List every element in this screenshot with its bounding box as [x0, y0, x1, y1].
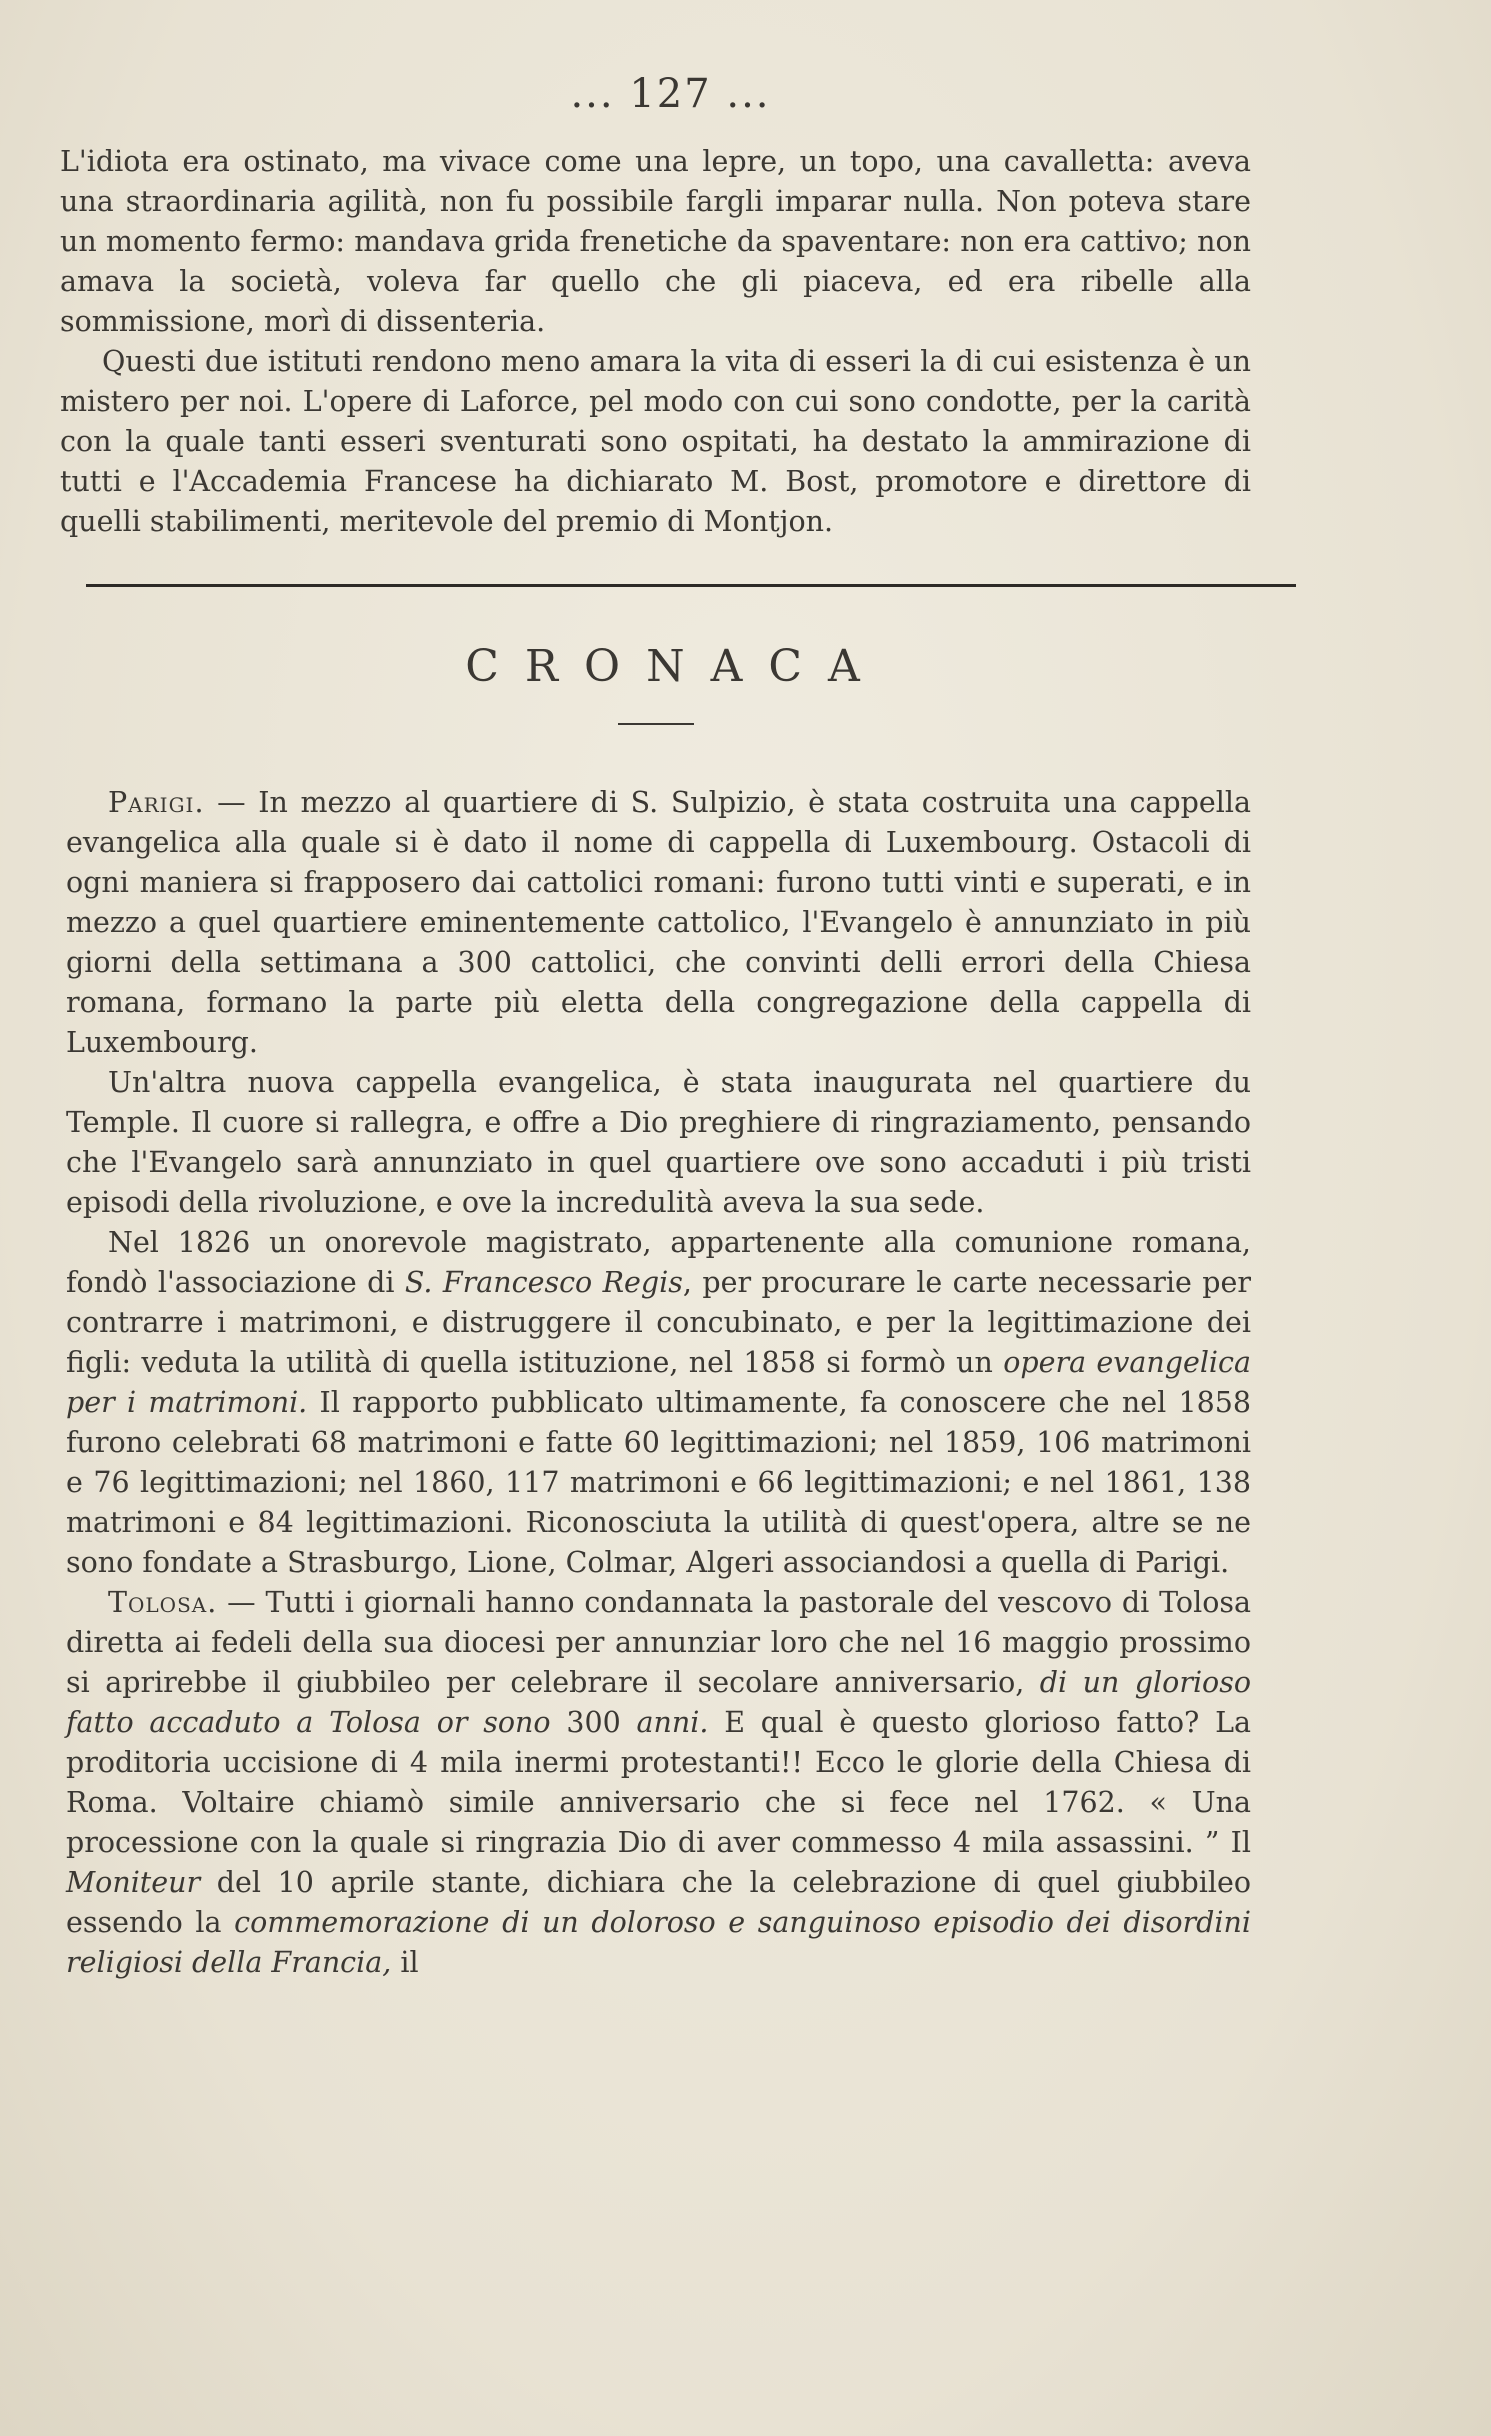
italic-text: Moniteur: [66, 1866, 201, 1899]
news-paragraph-parigi: [66, 783, 1251, 1063]
italic-text: S. Francesco Regis: [404, 1266, 683, 1299]
news-text: il: [391, 1946, 419, 1979]
italic-text: anni.: [636, 1706, 709, 1739]
news-paragraph-temple: [66, 1063, 1251, 1223]
news-text: Nel 1826 un onorevole magistrato, appartenente alla comunione romana, fondò l'associazione di: [66, 1226, 1251, 1299]
section-divider: [86, 584, 1296, 587]
section-title: CRONACA: [465, 641, 886, 692]
news-text: 300: [550, 1706, 637, 1739]
intro-paragraph-1: L'idiota era ostinato, ma vivace come una lepre, un topo, una cavalletta: aveva una straordinaria agilità, non fu possibile fargli imparar nulla. Non poteva stare un momento fermo: mandava grida frenetiche da spaventare: non era cattivo; non amava la società, voleva far quello che gli piaceva, ed era ribelle alla sommissione, morì di dissenteria.: [60, 145, 1251, 338]
news-text: — Tutti i giornali hanno condannata la pastorale del vescovo di Tolosa diretta ai fedeli della sua diocesi per annunziar loro che nel 16 maggio prossimo si aprirebbe il giubbileo per celebrare il secolare anniversario,: [66, 1586, 1251, 1699]
intro-paragraph-2: Questi due istituti rendono meno amara la vita di esseri la di cui esistenza è un mistero per noi. L'opere di Laforce, pel modo con cui sono condotte, per la carità con la quale tanti esseri sventurati sono ospitati, ha destato la ammirazione di tutti e l'Accademia Francese ha dichiarato M. Bost, promotore e direttore di quelli stabilimenti, meritevole del premio di Montjon.: [60, 345, 1251, 538]
news-text: Il rapporto pubblicato ultimamente, fa conoscere che nel 1858 furono celebrati 68 matrimoni e fatte 60 legittimazioni; nel 1859, 106 matrimoni e 76 legittimazioni; nel 1860, 117 matrimoni e 66 legittimazioni; e nel 1861, 138 matrimoni e 84 legittimazioni. Riconosciuta la utilità di quest'opera, altre se ne sono fondate a Strasburgo, Lione, Colmar, Algeri associandosi a quella di Parigi.: [66, 1386, 1251, 1579]
italic-text: di un glorioso fatto accaduto a Tolosa or sono: [66, 1666, 1252, 1739]
news-text: del 10 aprile stante, dichiara che la celebrazione di quel giubbileo essendo la: [66, 1866, 1251, 1939]
italic-text: commemorazione di un doloroso e sanguinoso episodio dei disordini religiosi della Francia,: [66, 1906, 1251, 1979]
place-name-parigi: Parigi.: [108, 786, 205, 819]
news-text: E qual è questo glorioso fatto? La proditoria uccisione di 4 mila inermi protestanti!! Ecco le glorie della Chiesa di Roma. Voltaire chiamò simile anniversario che si fece nel 1762. « Una processione con la quale si ringrazia Dio di aver commesso 4 mila assassini. ” Il: [66, 1706, 1251, 1859]
page-number: ... 127 ...: [570, 71, 771, 117]
news-text: , per procurare le carte necessarie per contrarre i matrimoni, e distruggere il concubinato, e per la legittimazione dei figli: veduta la utilità di quella istituzione, nel 1858 si formò un: [66, 1266, 1251, 1379]
news-text: Un'altra nuova cappella evangelica, è stata inaugurata nel quartiere du Temple. Il cuore si rallegra, e offre a Dio preghiere di ringraziamento, pensando che l'Evangelo sarà annunziato in quel quartiere ove sono accaduti i più tristi episodi della rivoluzione, e ove la incredulità aveva la sua sede.: [66, 1066, 1251, 1219]
news-paragraph-tolosa: [66, 1583, 1251, 1983]
place-name-tolosa: Tolosa.: [108, 1586, 218, 1619]
italic-text: opera evangelica per i matrimoni.: [66, 1346, 1251, 1419]
title-underline: [618, 723, 694, 725]
news-text: — In mezzo al quartiere di S. Sulpizio, è stata costruita una cappella evangelica alla quale si è dato il nome di cappella di Luxembourg. Ostacoli di ogni maniera si frapposero dai cattolici romani: furono tutti vinti e superati, e in mezzo a quel quartiere eminentemente cattolico, l'Evangelo è annunziato in più giorni della settimana a 300 cattolici, che convinti delli errori della Chiesa romana, formano la parte più eletta della congregazione della cappella di Luxembourg.: [66, 786, 1251, 1059]
news-section: [60, 783, 1251, 1983]
news-paragraph-matrimoni: [66, 1223, 1251, 1583]
